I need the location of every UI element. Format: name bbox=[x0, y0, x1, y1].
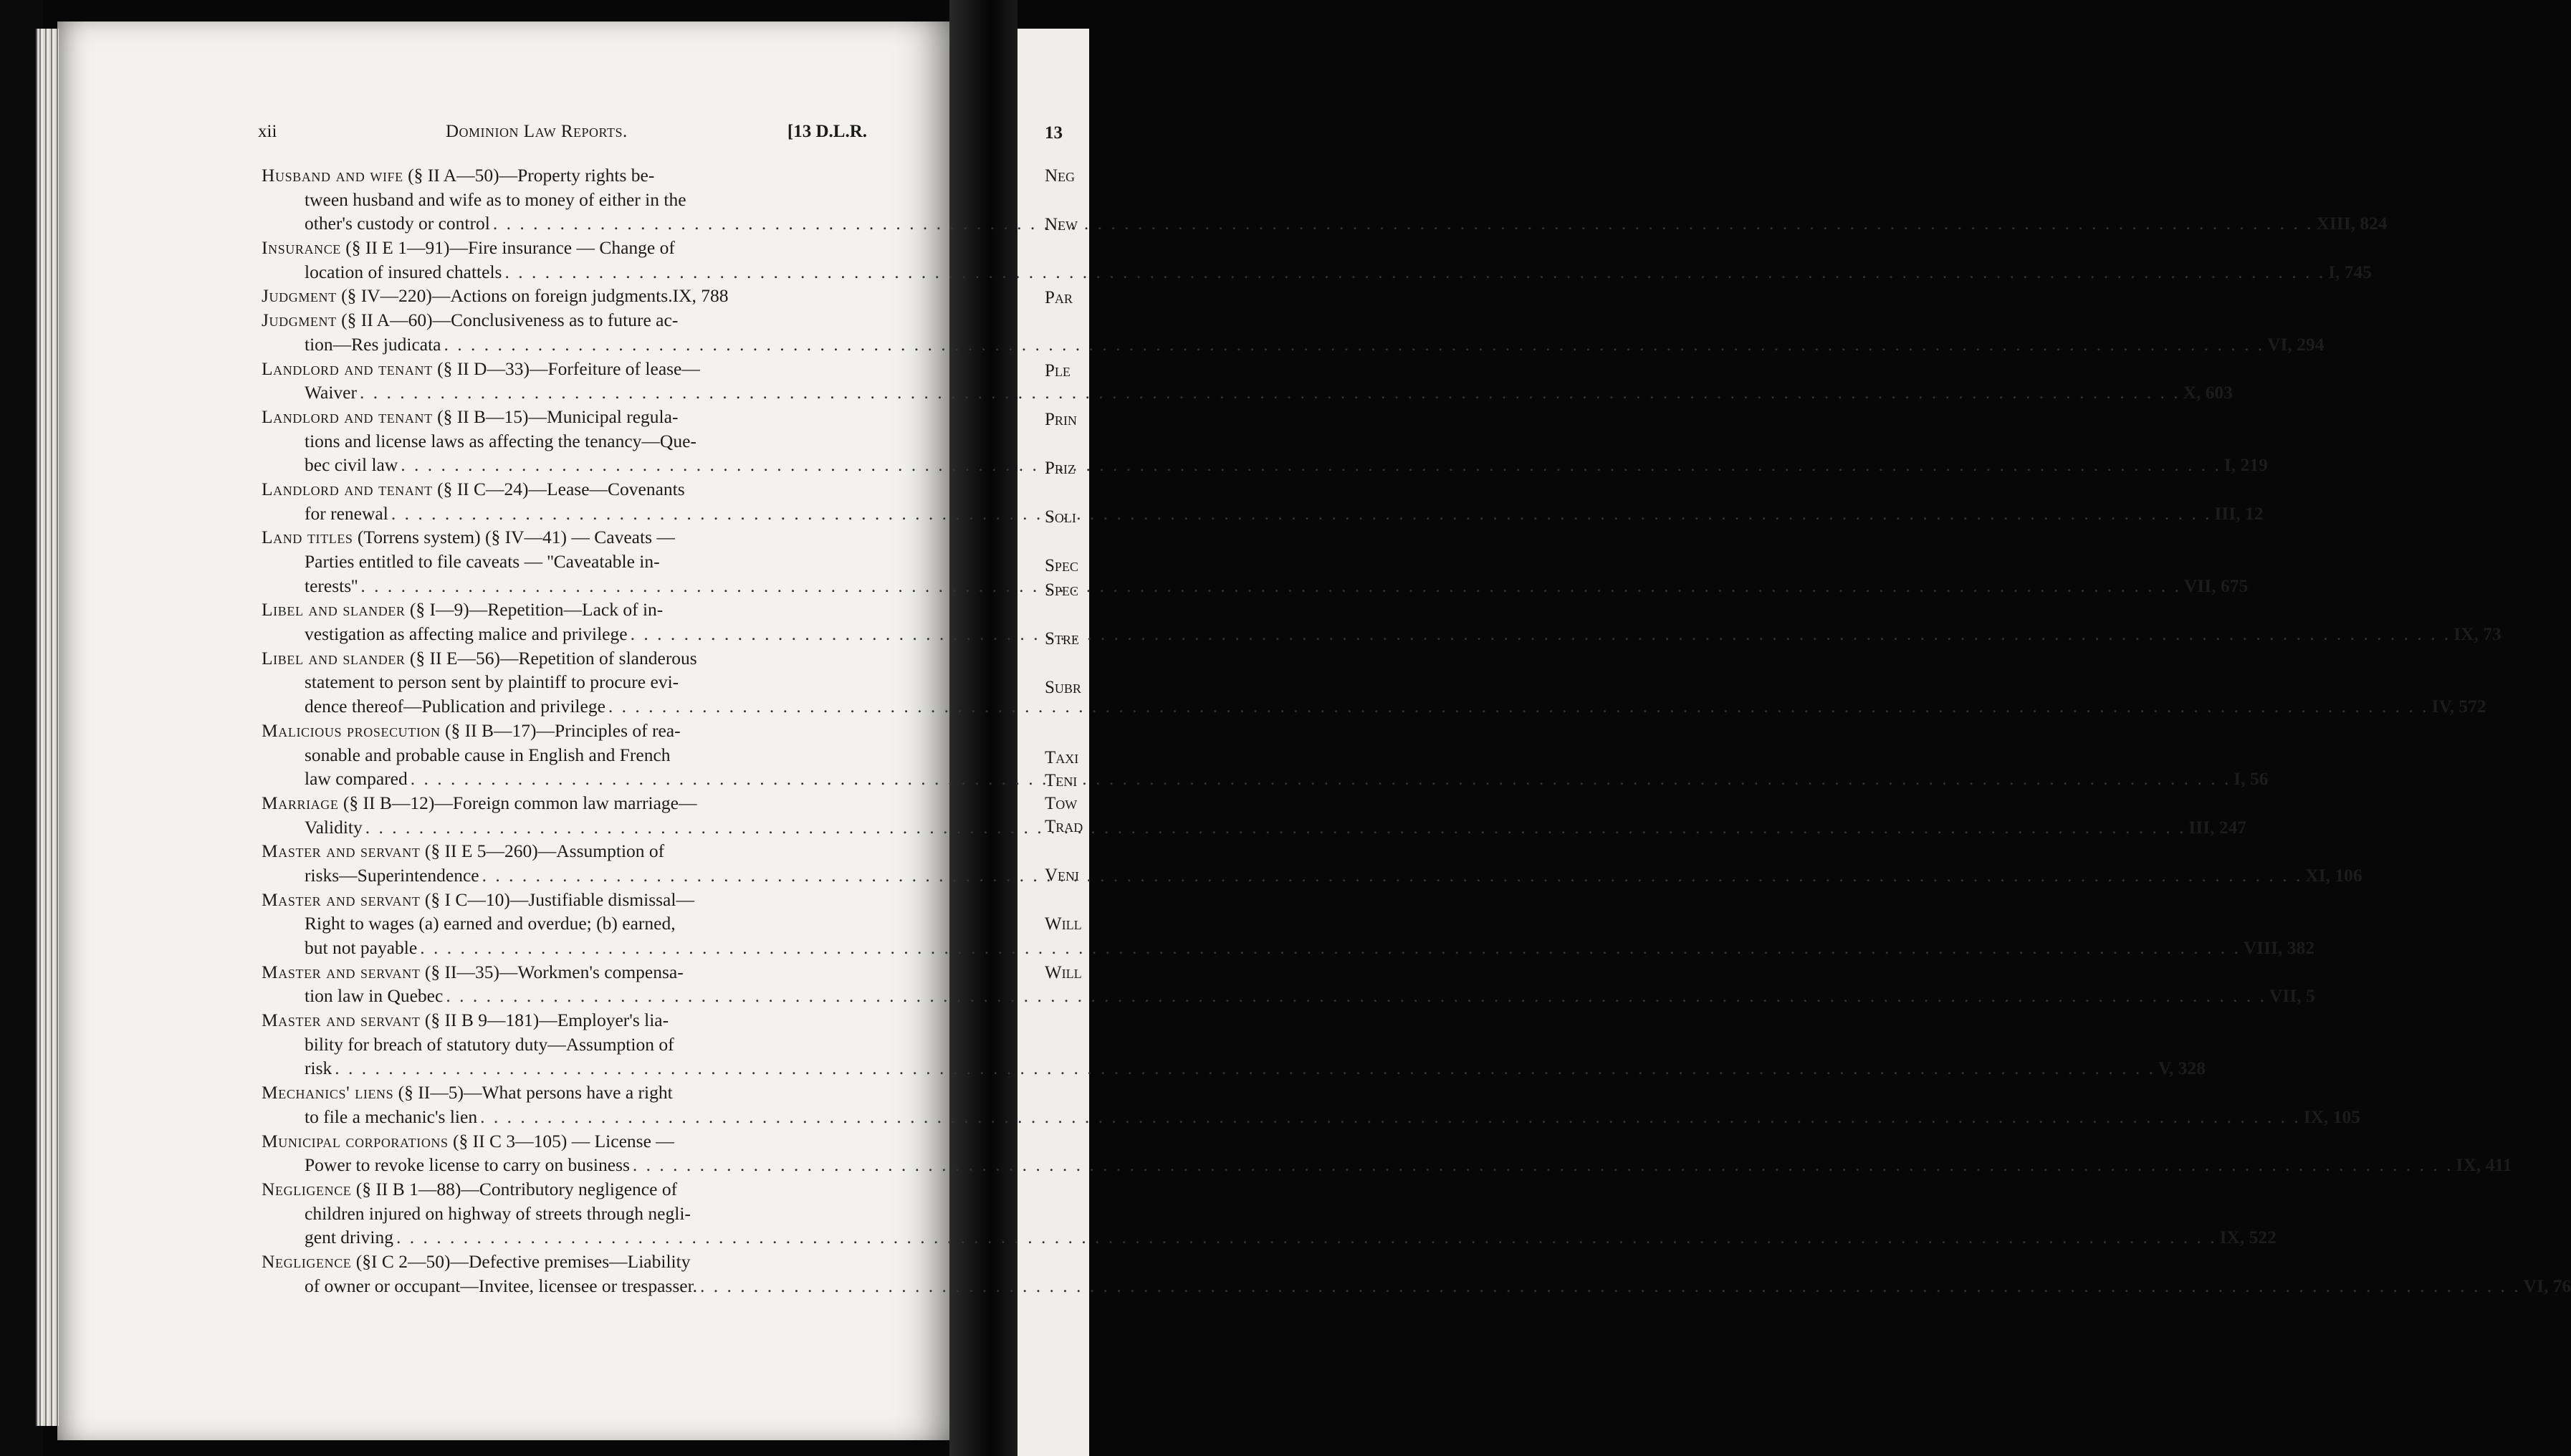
dot-leader bbox=[408, 767, 2234, 791]
entry-citation: VII, 5 bbox=[2269, 985, 2315, 1007]
facing-entry-fragment: Par bbox=[1045, 288, 1073, 307]
entry-citation-line bbox=[262, 936, 2315, 960]
entry-heading: Landlord and tenant bbox=[262, 358, 433, 379]
entry-first-line bbox=[262, 888, 871, 912]
entry-heading: Master and servant bbox=[262, 961, 421, 982]
entry-citation: IX, 411 bbox=[2456, 1154, 2512, 1176]
entry-first-line bbox=[262, 1081, 871, 1105]
entry-first-line bbox=[262, 719, 871, 743]
facing-entry-fragment: Ple bbox=[1045, 361, 1071, 380]
entry-heading: Landlord and tenant bbox=[262, 478, 433, 499]
index-entry bbox=[262, 236, 2373, 284]
facing-entry-fragment: Will bbox=[1045, 963, 1082, 982]
entry-citation-line bbox=[262, 984, 2315, 1008]
entry-first-line bbox=[262, 598, 871, 622]
running-title: Dominion Law Reports. bbox=[446, 122, 628, 141]
entry-heading: Master and servant bbox=[262, 840, 421, 862]
index-entry bbox=[262, 1250, 2571, 1298]
entry-first-text: (§ II B—12)—Foreign common law marriage— bbox=[343, 792, 697, 813]
entry-citation: V, 328 bbox=[2158, 1058, 2206, 1079]
entry-heading: Negligence bbox=[262, 1178, 352, 1199]
entry-first-text: (§ II B—17)—Principles of rea- bbox=[445, 719, 681, 741]
dot-leader bbox=[441, 332, 2268, 357]
entry-citation-line bbox=[262, 1274, 2571, 1298]
entry-citation-line bbox=[262, 1105, 2361, 1129]
volume-reference: [13 D.L.R. bbox=[787, 122, 867, 141]
facing-entry-fragment: Stre bbox=[1045, 629, 1079, 648]
entry-heading: Insurance bbox=[262, 237, 341, 259]
entry-first-text: (§ II C—24)—Lease—Covenants bbox=[437, 478, 685, 499]
facing-entry-fragment: Spec bbox=[1045, 556, 1078, 575]
entry-last-text: terests'' bbox=[305, 575, 358, 596]
facing-entry-fragment: Neg bbox=[1045, 166, 1076, 186]
facing-entry-fragment: Priz bbox=[1045, 459, 1076, 478]
entry-first-text: (§ II E 5—260)—Assumption of bbox=[424, 840, 665, 862]
entry-continuation-line: statement to person sent by plaintiff to procure evi- bbox=[305, 671, 679, 693]
entry-citation: I, 219 bbox=[2223, 454, 2268, 476]
entry-first-text: (§ II D—33)—Forfeiture of lease— bbox=[437, 358, 700, 379]
entry-first-line bbox=[262, 646, 871, 671]
entry-citation: XI, 106 bbox=[2305, 864, 2362, 886]
dot-leader bbox=[358, 574, 2184, 598]
entry-first-line bbox=[262, 477, 871, 502]
dot-leader bbox=[479, 863, 2306, 888]
entry-first-text: (§ II—5)—What persons have a right bbox=[398, 1082, 673, 1103]
entry-citation: III, 247 bbox=[2188, 816, 2247, 838]
entry-heading: Negligence bbox=[262, 1250, 352, 1272]
entry-heading: Landlord and tenant bbox=[262, 406, 433, 427]
entry-last-text: to file a mechanic's lien bbox=[305, 1106, 478, 1127]
dot-leader bbox=[398, 453, 2224, 477]
entry-last-text: Validity bbox=[305, 816, 363, 838]
entry-heading: Master and servant bbox=[262, 1010, 421, 1031]
entry-last-text: tion—Res judicata bbox=[305, 333, 441, 355]
facing-entry-fragment: Trad bbox=[1045, 817, 1083, 836]
entry-citation-line bbox=[262, 694, 2486, 719]
entry-citation: IX, 105 bbox=[2303, 1106, 2361, 1127]
entry-citation: IV, 572 bbox=[2431, 696, 2486, 717]
entry-first-line bbox=[262, 308, 871, 332]
entry-last-text: Waiver bbox=[305, 382, 357, 403]
dot-leader bbox=[393, 1225, 2220, 1250]
entry-first-text: (§ II B 9—181)—Employer's lia- bbox=[424, 1010, 669, 1031]
entry-first-line bbox=[262, 163, 871, 188]
entry-first-line bbox=[262, 960, 871, 985]
entry-first-line bbox=[262, 357, 871, 381]
entry-citation: III, 12 bbox=[2214, 502, 2264, 524]
entry-first-text: (§I C 2—50)—Defective premises—Liability bbox=[355, 1250, 691, 1272]
facing-entry-fragment: Taxi bbox=[1045, 748, 1079, 767]
entry-last-text: for renewal bbox=[305, 502, 388, 524]
entry-first-text: (§ II E—56)—Repetition of slanderous bbox=[409, 647, 697, 669]
dot-leader bbox=[332, 1056, 2158, 1081]
entry-last-text: law compared bbox=[305, 768, 408, 790]
entry-last-text: dence thereof—Publication and privilege bbox=[305, 696, 605, 717]
facing-entry-fragment: Veni bbox=[1045, 866, 1080, 885]
index-entry bbox=[262, 1008, 2206, 1081]
entry-continuation-line: children injured on highway of streets through negli- bbox=[305, 1202, 691, 1224]
entry-heading: Husband and wife bbox=[262, 165, 403, 186]
entry-continuation-line: sonable and probable cause in English and French bbox=[305, 744, 671, 765]
entry-first-text: (Torrens system) (§ IV—41) — Caveats — bbox=[357, 527, 675, 548]
entry-first-line bbox=[262, 1250, 871, 1274]
entry-last-text: bec civil law bbox=[305, 454, 398, 476]
entry-first-line bbox=[262, 839, 871, 863]
entry-last-text: Power to revoke license to carry on business bbox=[305, 1154, 630, 1176]
entry-last-text: risks—Superintendence bbox=[305, 864, 479, 886]
entry-citation: XIII, 824 bbox=[2316, 213, 2388, 234]
entry-first-line bbox=[262, 1177, 871, 1202]
dot-leader bbox=[417, 936, 2244, 960]
entry-heading: Judgment bbox=[262, 310, 337, 331]
entry-first-line bbox=[262, 405, 871, 429]
entry-citation: IX, 73 bbox=[2453, 623, 2501, 645]
page-number: xii bbox=[258, 122, 277, 141]
facing-entry-fragment: Prin bbox=[1045, 410, 1077, 429]
entry-last-text: but not payable bbox=[305, 937, 418, 958]
entry-first-text: (§ II—35)—Workmen's compensa- bbox=[424, 961, 684, 982]
dot-leader bbox=[357, 380, 2183, 405]
entry-citation-line bbox=[262, 1225, 2276, 1250]
entry-last-text: other's custody or control bbox=[305, 213, 490, 234]
entry-citation: VI, 294 bbox=[2267, 333, 2325, 355]
entry-citation: X, 603 bbox=[2183, 382, 2234, 403]
entry-last-text: tion law in Quebec bbox=[305, 985, 444, 1007]
facing-page-number: 13 bbox=[1045, 123, 1063, 143]
index-entry bbox=[262, 308, 2325, 356]
entry-citation-line bbox=[262, 332, 2325, 357]
entry-first-text: (§ II A—60)—Conclusiveness as to future ac- bbox=[341, 310, 679, 331]
entry-citation-line bbox=[262, 260, 2373, 284]
entry-heading: Malicious prosecution bbox=[262, 719, 441, 741]
index-entry bbox=[262, 1129, 2512, 1177]
entry-continuation-line: tions and license laws as affecting the tenancy—Que- bbox=[305, 430, 696, 451]
entry-citation-line bbox=[262, 1056, 2206, 1081]
entry-first-text: (§ II A—50)—Property rights be- bbox=[408, 165, 655, 186]
entry-continuation-line: Parties entitled to file caveats — ''Caveatable in- bbox=[305, 551, 660, 572]
dot-leader bbox=[630, 1153, 2456, 1177]
index-entry bbox=[262, 1081, 2361, 1129]
entry-first-text: (§ II C 3—105) — License — bbox=[453, 1130, 674, 1151]
entry-first-text: (§ I—9)—Repetition—Lack of in- bbox=[409, 599, 664, 621]
dot-leader bbox=[697, 1274, 2524, 1298]
facing-entry-fragment: Tow bbox=[1045, 794, 1078, 813]
entry-citation-line bbox=[262, 380, 2234, 405]
entry-last-text: risk bbox=[305, 1058, 332, 1079]
entry-first-line bbox=[262, 1008, 871, 1033]
facing-entry-fragment: New bbox=[1045, 215, 1078, 234]
facing-entry-fragment: Subr bbox=[1045, 678, 1081, 697]
entry-continuation-line: bility for breach of statutory duty—Assumption of bbox=[305, 1033, 674, 1055]
dot-leader bbox=[443, 984, 2269, 1008]
entry-heading: Libel and slander bbox=[262, 647, 406, 669]
index-entry bbox=[262, 1177, 2276, 1250]
dot-leader bbox=[628, 622, 2454, 646]
entry-continuation-line: tween husband and wife as to money of either in the bbox=[305, 188, 686, 210]
entry-citation: IX, 522 bbox=[2219, 1227, 2276, 1248]
entry-first-text: (§ II E 1—91)—Fire insurance — Change of bbox=[345, 237, 675, 259]
facing-entry-fragment: Will bbox=[1045, 914, 1082, 934]
page-header bbox=[258, 122, 867, 150]
page-edge-stack bbox=[36, 29, 59, 1426]
entry-citation: I, 745 bbox=[2328, 261, 2373, 282]
dot-leader bbox=[502, 260, 2328, 284]
entry-first-line bbox=[262, 791, 871, 815]
dot-leader bbox=[605, 694, 2432, 719]
dot-leader bbox=[477, 1105, 2304, 1129]
entry-first-line bbox=[262, 284, 871, 308]
dot-leader bbox=[388, 502, 2215, 526]
entry-citation: I, 56 bbox=[2234, 768, 2269, 790]
entry-heading: Marriage bbox=[262, 792, 339, 813]
entry-last-text: of owner or occupant—Invitee, licensee or trespasser. bbox=[305, 1275, 698, 1296]
entry-citation: VII, 675 bbox=[2183, 575, 2249, 596]
entry-citation-line bbox=[262, 1153, 2512, 1177]
dot-leader bbox=[363, 815, 2189, 840]
entry-heading: Judgment bbox=[262, 285, 337, 307]
facing-entry-fragment: Teni bbox=[1045, 771, 1078, 790]
entry-last-text: gent driving bbox=[305, 1227, 393, 1248]
entry-heading: Municipal corporations bbox=[262, 1130, 449, 1151]
entry-citation: VIII, 382 bbox=[2243, 937, 2315, 958]
dot-leader bbox=[490, 211, 2317, 236]
entry-heading: Master and servant bbox=[262, 889, 421, 910]
entry-heading: Mechanics' liens bbox=[262, 1082, 394, 1103]
entry-first-text: (§ II B—15)—Municipal regula- bbox=[437, 406, 679, 427]
entry-heading: Libel and slander bbox=[262, 599, 406, 621]
entry-heading: Land titles bbox=[262, 527, 353, 548]
entry-first-text: (§ II B 1—88)—Contributory negligence of bbox=[355, 1178, 678, 1199]
entry-first-line bbox=[262, 525, 871, 550]
entry-first-line bbox=[262, 236, 871, 260]
entry-last-text: vestigation as affecting malice and privilege bbox=[305, 623, 628, 645]
facing-entry-fragment: Soli bbox=[1045, 507, 1076, 527]
entry-continuation-line: Right to wages (a) earned and overdue; (b) earned, bbox=[305, 913, 676, 934]
entry-citation: VI, 76 bbox=[2523, 1275, 2571, 1296]
entry-first-text: (§ IV—220)—Actions on foreign judgments.IX, 788 bbox=[341, 285, 729, 307]
facing-entry-fragment: Spec bbox=[1045, 580, 1078, 600]
entry-first-text: (§ I C—10)—Justifiable dismissal— bbox=[424, 889, 694, 910]
entry-first-line bbox=[262, 1129, 871, 1154]
entry-last-text: location of insured chattels bbox=[305, 261, 502, 282]
index-entry bbox=[262, 284, 871, 308]
